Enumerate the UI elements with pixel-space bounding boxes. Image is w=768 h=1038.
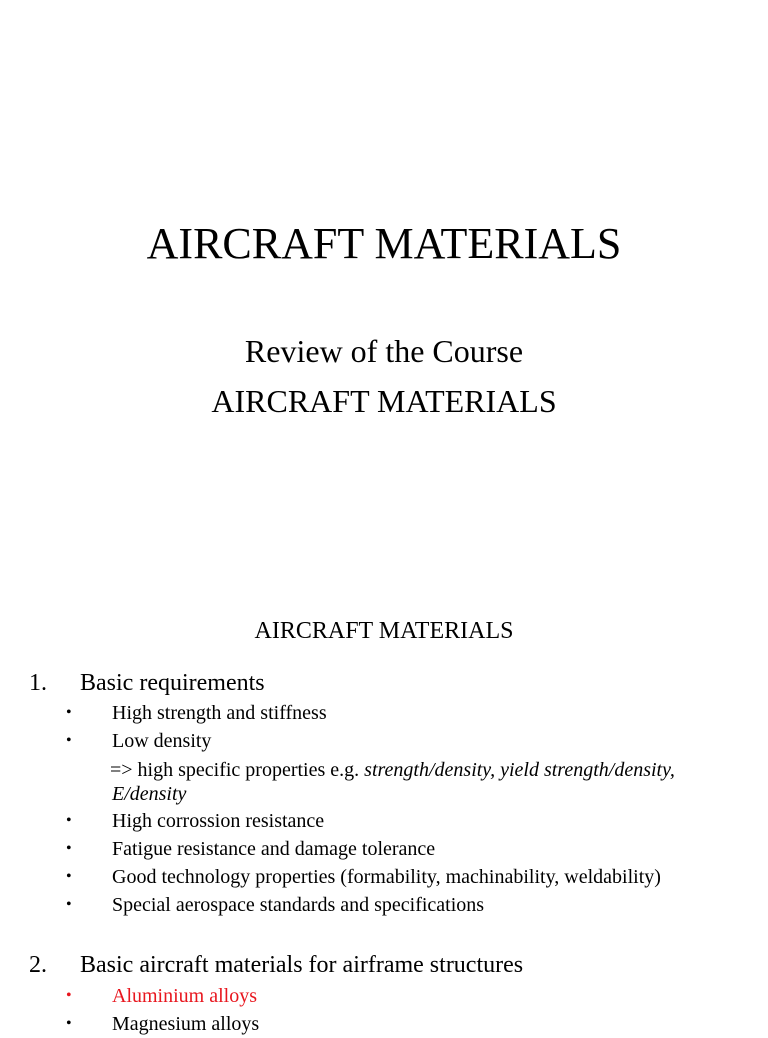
bullet-icon: • (66, 704, 72, 721)
slide-subtitle-line1: Review of the Course (244, 333, 524, 369)
bullet-icon: • (66, 868, 72, 885)
slide-subtitle-line2: AIRCRAFT MATERIALS (211, 383, 557, 419)
list-item: High corrossion resistance (112, 810, 325, 832)
bullet-icon: • (66, 896, 72, 913)
list-item: Good technology properties (formability, machinability, weldability) (112, 866, 661, 888)
section-heading: AIRCRAFT MATERIALS (254, 618, 514, 644)
list-item: High strength and stiffness (112, 702, 327, 724)
list-item: Special aerospace standards and specifications (112, 894, 485, 916)
bullet-icon: • (66, 840, 72, 857)
slide-title: AIRCRAFT MATERIALS (146, 219, 622, 268)
section-title: Basic requirements (80, 670, 265, 696)
list-item-continuation-line2 (112, 781, 186, 807)
list-item: Low density (112, 730, 212, 752)
section-number: 1. (29, 670, 47, 696)
bullet-icon: • (66, 987, 72, 1004)
continuation-text: => high specific properties e.g. (110, 759, 365, 781)
bullet-icon: • (66, 732, 72, 749)
bullet-icon: • (66, 1015, 72, 1032)
list-item-continuation (110, 757, 730, 783)
section-title: Basic aircraft materials for airframe structures (80, 952, 524, 978)
bullet-icon: • (66, 812, 72, 829)
list-item: Fatigue resistance and damage tolerance (112, 838, 436, 860)
section-number: 2. (29, 952, 47, 978)
list-item-highlighted: Aluminium alloys (112, 985, 257, 1007)
list-item: Magnesium alloys (112, 1013, 260, 1035)
continuation-italic-text: strength/density, yield strength/density, (364, 759, 675, 781)
continuation-italic-text: E/density (112, 783, 187, 805)
